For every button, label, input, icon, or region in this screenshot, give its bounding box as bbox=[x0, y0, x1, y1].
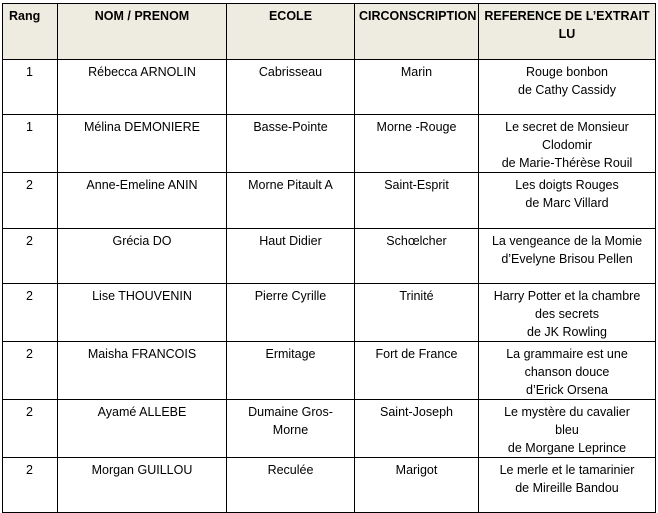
table-row bbox=[3, 284, 656, 342]
circonscription-cell: Fort de France bbox=[355, 342, 479, 400]
table-row bbox=[3, 173, 656, 229]
nom-cell: Rébecca ARNOLIN bbox=[58, 60, 227, 115]
nom-cell: Lise THOUVENIN bbox=[58, 284, 227, 342]
reference-cell: Le merle et le tamarinier de Mireille Bandou bbox=[479, 458, 656, 513]
table-row bbox=[3, 458, 656, 513]
header-nom-prenom: NOM / PRENOM bbox=[58, 4, 227, 60]
table-row bbox=[3, 115, 656, 173]
header-ecole: ECOLE bbox=[227, 4, 355, 60]
rang-cell: 2 bbox=[3, 458, 58, 513]
table-body bbox=[3, 60, 656, 513]
circonscription-cell: Schœlcher bbox=[355, 229, 479, 284]
nom-cell: Anne-Emeline ANIN bbox=[58, 173, 227, 229]
table-row bbox=[3, 342, 656, 400]
circonscription-cell: Saint-Esprit bbox=[355, 173, 479, 229]
rang-cell: 2 bbox=[3, 229, 58, 284]
results-table bbox=[2, 3, 656, 513]
table-row bbox=[3, 400, 656, 458]
circonscription-cell: Marigot bbox=[355, 458, 479, 513]
rang-cell: 2 bbox=[3, 400, 58, 458]
circonscription-cell: Morne -Rouge bbox=[355, 115, 479, 173]
ecole-cell: Haut Didier bbox=[227, 229, 355, 284]
reference-cell: Le mystère du cavalier bleu de Morgane Leprince bbox=[479, 400, 656, 458]
nom-cell: Morgan GUILLOU bbox=[58, 458, 227, 513]
rang-cell: 2 bbox=[3, 342, 58, 400]
table-row bbox=[3, 60, 656, 115]
circonscription-cell: Marin bbox=[355, 60, 479, 115]
nom-cell: Ayamé ALLEBE bbox=[58, 400, 227, 458]
reference-cell: Le secret de Monsieur Clodomir de Marie-Thérèse Rouil bbox=[479, 115, 656, 173]
ecole-cell: Dumaine Gros- Morne bbox=[227, 400, 355, 458]
ecole-cell: Ermitage bbox=[227, 342, 355, 400]
nom-cell: Maisha FRANCOIS bbox=[58, 342, 227, 400]
rang-cell: 1 bbox=[3, 60, 58, 115]
reference-cell: La vengeance de la Momie d’Evelyne Brisou Pellen bbox=[479, 229, 656, 284]
ecole-cell: Pierre Cyrille bbox=[227, 284, 355, 342]
reference-cell: Les doigts Rouges de Marc Villard bbox=[479, 173, 656, 229]
nom-cell: Grécia DO bbox=[58, 229, 227, 284]
rang-cell: 1 bbox=[3, 115, 58, 173]
ecole-cell: Reculée bbox=[227, 458, 355, 513]
circonscription-cell: Trinité bbox=[355, 284, 479, 342]
reference-cell: La grammaire est une chanson douce d’Erick Orsena bbox=[479, 342, 656, 400]
rang-cell: 2 bbox=[3, 173, 58, 229]
header-reference: REFERENCE DE L’EXTRAIT LU bbox=[479, 4, 656, 60]
nom-cell: Mélina DEMONIERE bbox=[58, 115, 227, 173]
table-header bbox=[3, 4, 656, 60]
ecole-cell: Basse-Pointe bbox=[227, 115, 355, 173]
ecole-cell: Morne Pitault A bbox=[227, 173, 355, 229]
header-rang: Rang bbox=[3, 4, 58, 60]
table-row bbox=[3, 229, 656, 284]
header-circonscription: CIRCONSCRIPTION bbox=[355, 4, 479, 60]
reference-cell: Harry Potter et la chambre des secrets de JK Rowling bbox=[479, 284, 656, 342]
circonscription-cell: Saint-Joseph bbox=[355, 400, 479, 458]
ecole-cell: Cabrisseau bbox=[227, 60, 355, 115]
rang-cell: 2 bbox=[3, 284, 58, 342]
reference-cell: Rouge bonbon de Cathy Cassidy bbox=[479, 60, 656, 115]
header-row bbox=[3, 4, 656, 60]
